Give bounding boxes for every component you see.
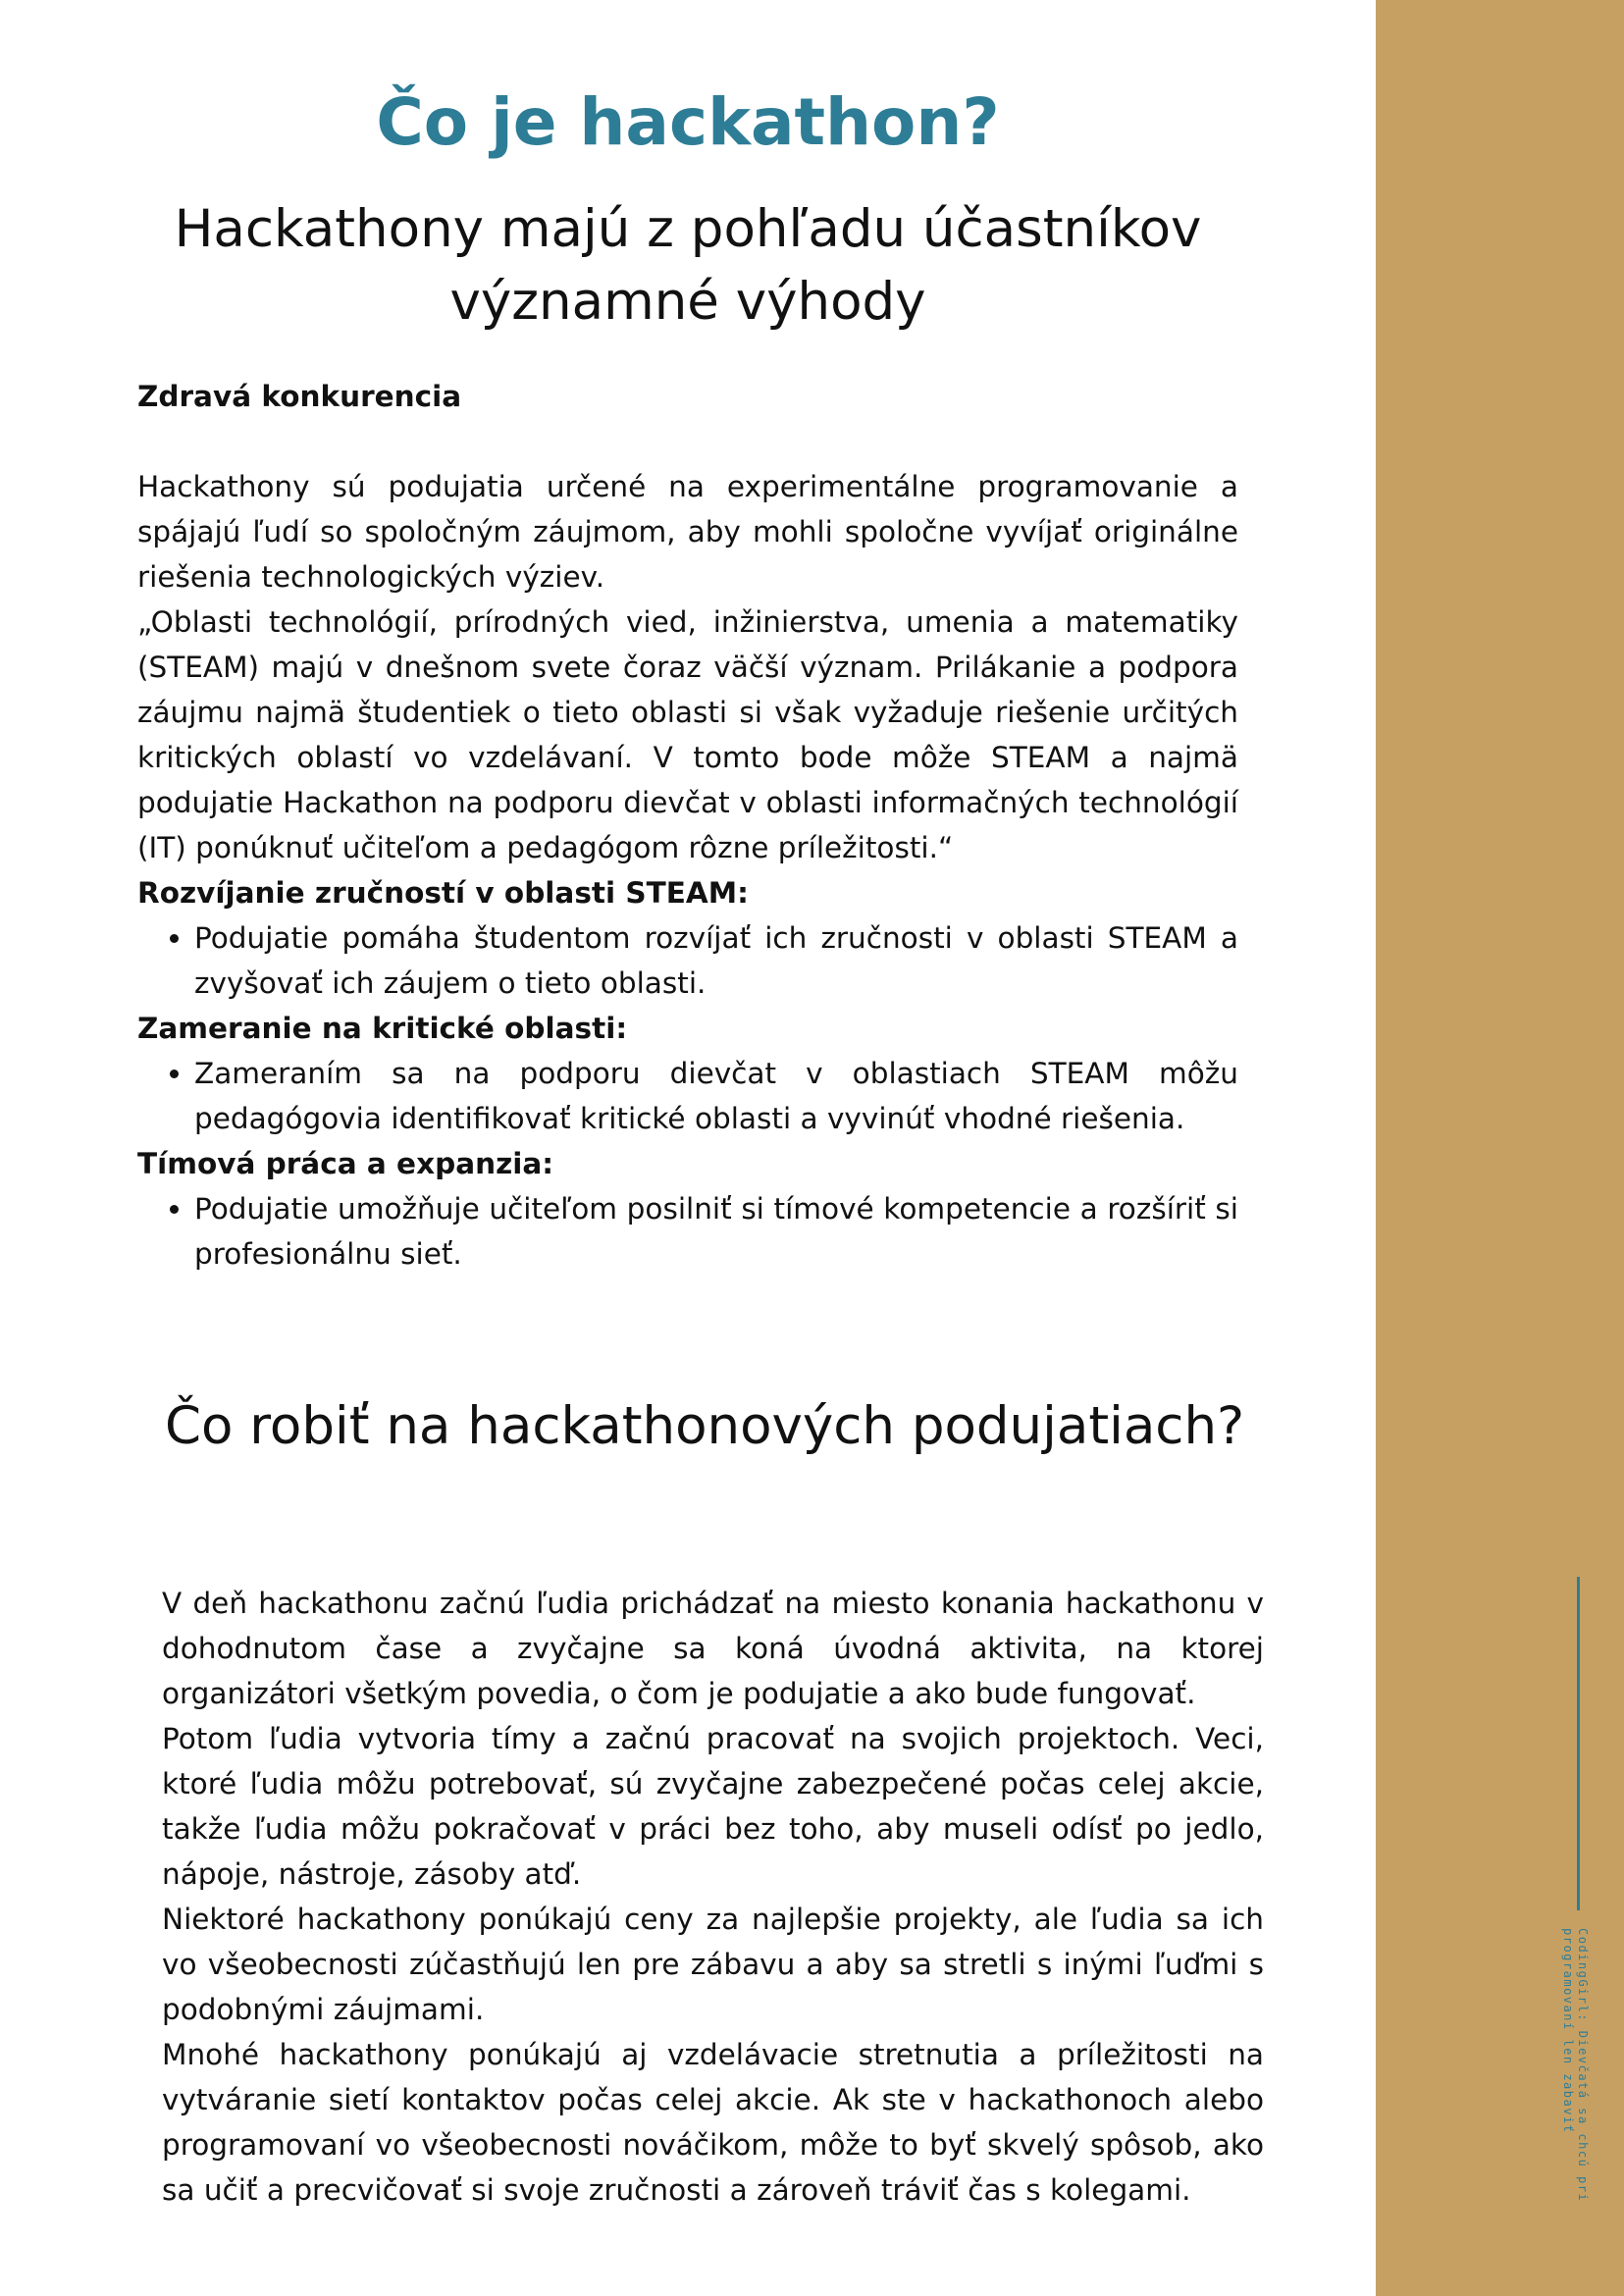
paragraph: Potom ľudia vytvoria tímy a začnú pracovať na svojich projektoch. Veci, ktoré ľudia môžu potrebovať, sú zvyčajne zabezpečené počas celej akcie, takže ľudia môžu pokračovať v práci bez toho, aby museli odísť po jedlo, nápoje, nástroje, zásoby atď. xyxy=(162,1722,1264,1891)
sidebar-accent-line xyxy=(1577,1577,1580,1910)
what-to-do-section xyxy=(162,1581,1264,2213)
bullet-list xyxy=(137,1051,1238,1141)
item-heading-critical-areas: Zameranie na kritické oblasti: xyxy=(137,1012,628,1045)
page-subtitle: Hackathony majú z pohľadu účastníkov významné výhody xyxy=(174,199,1202,332)
item-heading-steam-skills: Rozvíjanie zručností v oblasti STEAM: xyxy=(137,876,749,910)
section-heading-what-to-do: Čo robiť na hackathonových podujatiach? xyxy=(165,1396,1245,1456)
paragraph: Niektoré hackathony ponúkajú ceny za najlepšie projekty, ale ľudia sa ich vo všeobecnosti zúčastňujú len pre zábavu a aby sa stretli s inými ľuďmi s podobnými záujmami. xyxy=(162,1903,1264,2026)
benefits-section xyxy=(137,374,1238,1277)
bullet-list xyxy=(137,1186,1238,1277)
bullet-list xyxy=(137,915,1238,1006)
paragraph: V deň hackathonu začnú ľudia prichádzať na miesto konania hackathonu v dohodnutom čase a zvyčajne sa koná úvodná aktivita, na ktorej organizátori všetkým povedia, o čom je podujatie a ako bude fungovať. xyxy=(162,1587,1264,1710)
intro-paragraph: Hackathony sú podujatia určené na experimentálne programovanie a spájajú ľudí so spoločným záujmom, aby mohli spoločne vyvíjať originálne riešenia technologických výziev. xyxy=(137,470,1238,594)
item-heading-teamwork: Tímová práca a expanzia: xyxy=(137,1147,554,1180)
section-heading-competition: Zdravá konkurencia xyxy=(137,380,462,413)
sidebar-caption: CodingGirl: Dievčatá sa chcú pri programovaní len zabaviť xyxy=(1561,1928,1590,2203)
page-title: Čo je hackathon? xyxy=(376,84,1000,160)
steam-quote-paragraph: „Oblasti technológií, prírodných vied, inžinierstva, umenia a matematiky (STEAM) majú v dnešnom svete čoraz väčší význam. Prilákanie a podpora záujmu najmä študentiek o tieto oblasti si však vyžaduje riešenie určitých kritických oblastí vo vzdelávaní. V tomto bode môže STEAM a najmä podujatie Hackathon na podporu dievčat v oblasti informačných technológií (IT) ponúknuť učiteľom a pedagógom rôzne príležitosti.“ xyxy=(137,605,1238,864)
bullet-item: • Zameraním sa na podporu dievčat v oblastiach STEAM môžu pedagógovia identifikovať kritické oblasti a vyvinúť vhodné riešenia. xyxy=(194,1051,1238,1141)
paragraph: Mnohé hackathony ponúkajú aj vzdelávacie stretnutia a príležitosti na vytváranie sietí kontaktov počas celej akcie. Ak ste v hackathonoch alebo programovaní vo všeobecnosti nováčikom, môže to byť skvelý spôsob, ako sa učiť a precvičovať si svoje zručnosti a zároveň tráviť čas s kolegami. xyxy=(162,2038,1264,2207)
spacer xyxy=(137,419,1238,464)
bullet-item: • Podujatie pomáha študentom rozvíjať ich zručnosti v oblasti STEAM a zvyšovať ich záujem o tieto oblasti. xyxy=(194,915,1238,1006)
bullet-item: • Podujatie umožňuje učiteľom posilniť si tímové kompetencie a rozšíriť si profesionálnu sieť. xyxy=(194,1186,1238,1277)
